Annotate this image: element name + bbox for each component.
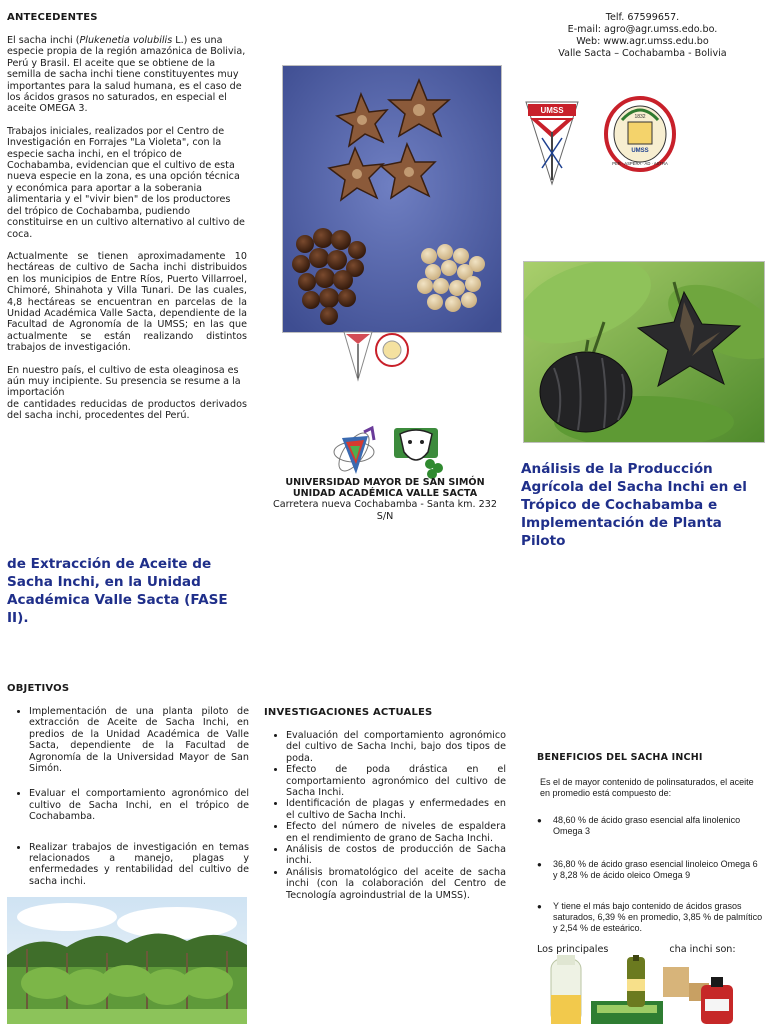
antecedentes-paragraph-4a: En nuestro país, el cultivo de esta oleaginosa es aún muy incipiente. Su presencia se resume a la importación [7,364,241,399]
contact-email: E-mail: agro@agr.umss.edo.bo. [567,24,718,35]
investigaciones-section [264,707,506,901]
umss-seal-logo [604,94,676,172]
list-item: • Identificación de plagas y enfermedades en el cultivo de Sacha Inchi. [286,798,506,821]
main-title: Análisis de la Producción Agrícola del Sacha Inchi en el Trópico de Cochabamba e Implementación de Planta Piloto [521,461,747,549]
seeds-illustration [283,66,501,332]
umss-seal-icon [604,94,676,172]
antecedentes-paragraph-1 [7,35,247,115]
beneficios-footer: Los principales cha inchi son: [537,944,736,955]
antecedentes-paragraph-4b: de cantidades reducidas de productos derivados del sacha inchi, procedentes del Perú. [7,398,247,422]
objetivos-section [7,683,249,899]
seal-year: 1832 [634,114,646,120]
beneficios-intro: Es el de mayor contenido de polinsaturados, el aceite en promedio está compuesto de: [540,777,754,798]
antecedentes-paragraph-3: Actualmente se tienen aproximadamente 10 hectáreas de cultivo de Sacha inchi distribuidos en los municipios de Entre Ríos, Puerto Villarroel, Chimoré, Shinahota y Villa Tunari. De las cuales, 4,8 hectáreas se encuentran en parcelas de la Unidad Académica Valle Sacta, dependiente de la Facultad de Agronomía de la UMSS; en las que actualmente se están realizando distintos trabajos de investigación. [7,250,247,354]
beneficios-heading: BENEFICIOS DEL SACHA INCHI [537,752,703,763]
field-photo [7,897,247,1024]
main-title-continuation: de Extracción de Aceite de Sacha Inchi, en la Unidad Académica Valle Sacta (FASE II). [7,556,228,626]
institution-block [262,477,508,522]
list-item: • Análisis bromatológico del aceite de sacha inchi (con la colaboración del Centro de Tecnología agroindustrial de la UMSS). [286,867,506,901]
small-umss-shield-icon [342,330,412,382]
seeds-photo [282,65,502,333]
umss-shield-logo [524,98,580,186]
list-item: ● 48,60 % de ácido graso esencial alfa linolenico Omega 3 [537,815,763,837]
list-item: • Realizar trabajos de investigación en temas relacionados a manejo, plagas y enfermedades y rentabilidad del cultivo de sacha inchi. [29,842,249,888]
agronomy-faculty-logo-icon [328,424,448,482]
umss-shield-icon [524,98,580,186]
antecedentes-heading: ANTECEDENTES [7,12,98,23]
contact-website: Web: www.agr.umss.edu.bo [576,36,709,47]
list-item: ● 36,80 % de ácido graso esencial linoleico Omega 6 y 8,28 % de ácido oleico Omega 9 [537,859,763,881]
contact-phone: Telf. 67599657. [605,12,680,23]
academic-unit-name: UNIDAD ACADÉMICA VALLE SACTA [292,488,478,499]
faculty-logos [328,424,448,482]
field-illustration [7,897,247,1024]
scientific-name: Plukenetia volubilis [79,35,173,46]
text-span: El sacha inchi ( [7,35,80,46]
oil-products-illustration [543,955,768,1024]
list-item: • Evaluación del comportamiento agronómico del cultivo de Sacha Inchi, bajo dos tipos de poda. [286,730,506,764]
contact-address: Valle Sacta – Cochabamba - Bolivia [558,48,727,59]
small-logos-group [342,330,412,382]
list-item: • Efecto de poda drástica en el comportamiento agronómico del cultivo de Sacha Inchi. [286,764,506,798]
university-name: UNIVERSIDAD MAYOR DE SAN SIMÓN [285,477,485,488]
contact-block [525,12,760,60]
list-item: • Implementación de una planta piloto de extracción de Aceite de Sacha Inchi, en predios de la Unidad Académica de Valle Sacta, dependiente de la Facultad de Agronomía de la Universidad Mayor de San Simón. [29,706,249,774]
investigaciones-heading: INVESTIGACIONES ACTUALES [264,707,433,718]
beneficios-list [537,815,763,934]
list-item: • Análisis de costos de producción de Sacha inchi. [286,844,506,867]
umss-label: UMSS [540,106,564,115]
antecedentes-section [7,12,247,433]
list-item: • Efecto del número de niveles de espaldera en el rendimiento de grano de Sacha Inchi. [286,821,506,844]
list-item: ● Y tiene el más bajo contenido de ácidos grasos saturados, 6,39 % en promedio, 3,85 % de palmítico y 2,54 % de esteárico. [537,901,763,934]
antecedentes-paragraph-2: Trabajos iniciales, realizados por el Centro de Investigación en Forrajes "La Violeta", con la especie sacha inchi, en el trópico de Cochabamba, evidencian que el cultivo de esta nueva especie en la zona, es una opción técnica y económica para aportar a la soberania alimentaria y el "vivir bien" de los productores del trópico de Cochabamba, pudiendo constituirse en un cultivo alternativo al cultivo de coca. [7,125,245,240]
investigaciones-list [264,730,506,901]
objetivos-heading: OBJETIVOS [7,683,70,694]
address-line: Carretera nueva Cochabamba - Santa km. 232 [273,499,497,510]
objetivos-list [7,706,249,887]
address-line-2: S/N [376,511,394,522]
text-span: L.) es una especie propia de la región amazónica de Bolivia, Perú y Brasil. El aceite que se obtiene de la semilla de sacha inchi tiene constituyentes muy importantes para la salud humana, es el caso de los ácidos grasos no saturados, en especial el aceite OMEGA 3. [7,35,246,115]
pods-photo [523,261,765,443]
seal-label: UMSS [631,148,649,154]
list-item: • Evaluar el comportamiento agronómico del cultivo de Sacha Inchi, en el trópico de Cochabamba. [29,788,249,822]
products-image [543,955,768,1024]
pods-illustration [524,262,764,442]
seal-motto: PER · ASPERA · AD · ASTRA [612,161,668,166]
beneficios-section [537,752,763,955]
